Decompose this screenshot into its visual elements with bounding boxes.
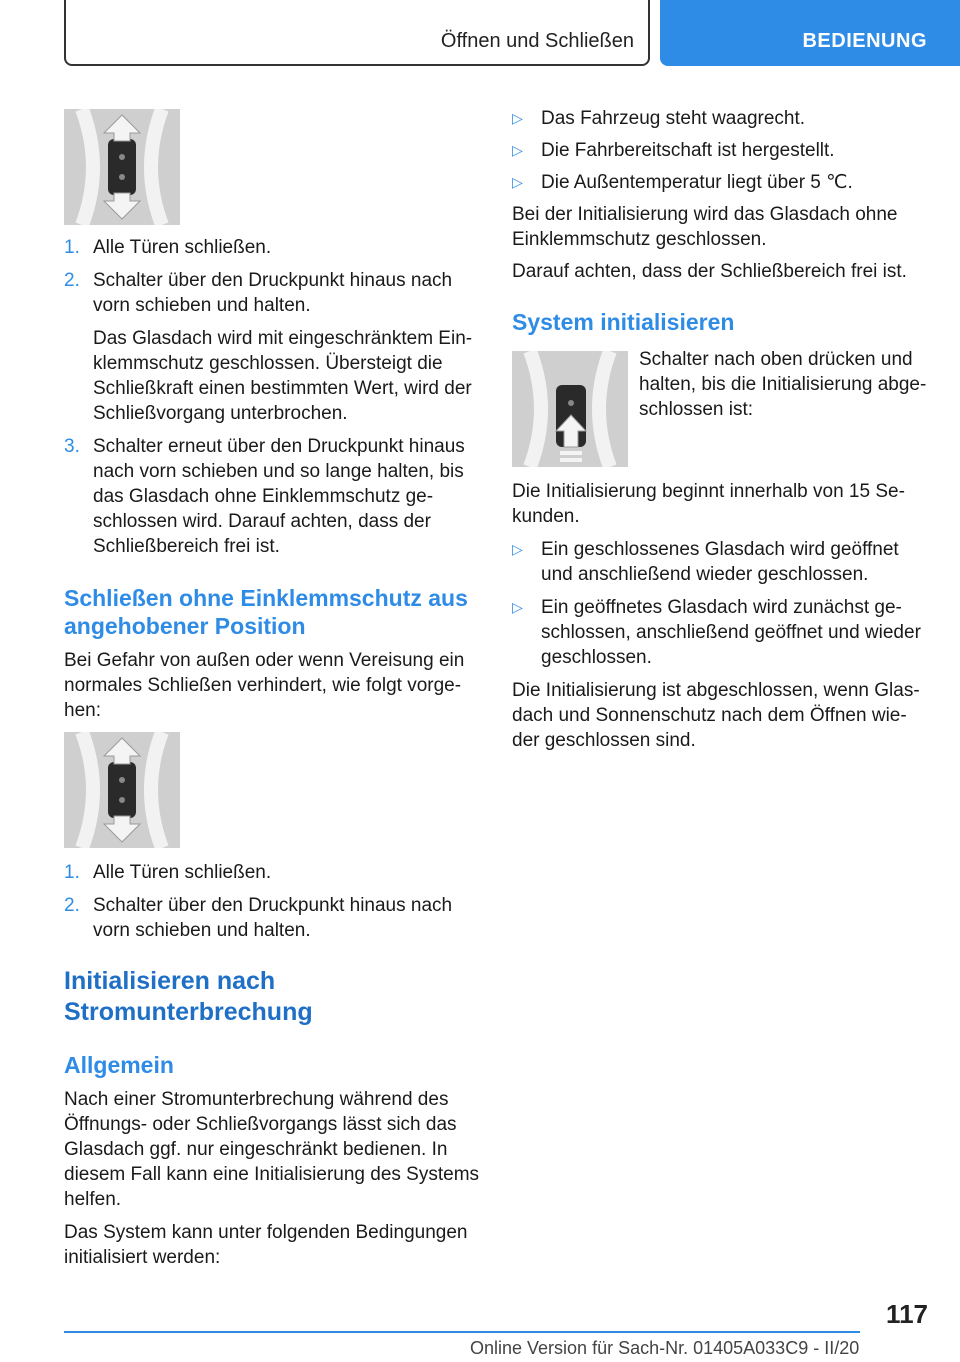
paragraph-line: Öffnungs- oder Schließvorgangs lässt sich das: [64, 1114, 457, 1135]
paragraph-line: dach und Sonnenschutz nach dem Öffnen wie-: [512, 705, 907, 726]
list-item-text: Schalter über den Druckpunkt hinaus nach: [93, 270, 453, 291]
paragraph-line: Glasdach ggf. nur eingeschränkt bedienen. In: [64, 1139, 448, 1160]
paragraph-line: Einklemmschutz geschlossen.: [512, 229, 767, 250]
list-number: 2.: [64, 895, 80, 916]
paragraph-line: diesem Fall kann eine Initialisierung des Systems: [64, 1164, 480, 1185]
image-caption-line: schlossen ist:: [639, 399, 754, 420]
bullet-triangle-icon: ▷: [512, 110, 523, 126]
paragraph-line: normales Schließen verhindert, wie folgt vorge-: [64, 675, 462, 696]
roof-switch-image-2: [64, 732, 180, 848]
paragraph-line: kunden.: [512, 506, 580, 527]
list-item-text: vorn schieben und halten.: [93, 920, 311, 941]
list-item-text: nach vorn schieben und so lange halten, bis: [93, 461, 464, 482]
paragraph-line: Nach einer Stromunterbrechung während des: [64, 1089, 449, 1110]
bullet-text: Ein geschlossenes Glasdach wird geöffnet: [541, 539, 899, 560]
chapter-heading: Initialisieren nach: [64, 967, 276, 995]
bullet-text: Das Fahrzeug steht waagrecht.: [541, 108, 806, 129]
image-caption-line: halten, bis die Initialisierung abge-: [639, 374, 927, 395]
list-item-text: Alle Türen schließen.: [93, 237, 272, 258]
list-item-text: Alle Türen schließen.: [93, 862, 272, 883]
paragraph-line: Bei der Initialisierung wird das Glasdach ohne: [512, 204, 898, 225]
bullet-text: geschlossen.: [541, 647, 652, 668]
roof-switch-image-3: [512, 351, 628, 467]
sub-paragraph-line: Schließkraft einen bestimmten Wert, wird der: [93, 378, 472, 399]
paragraph-line: helfen.: [64, 1189, 122, 1210]
list-number: 1.: [64, 862, 80, 883]
page-number: 117: [886, 1299, 928, 1329]
paragraph-line: Die Initialisierung ist abgeschlossen, wenn Glas-: [512, 680, 920, 701]
header-frame: [64, 0, 650, 66]
list-number: 2.: [64, 270, 80, 291]
list-item-text: Schalter erneut über den Druckpunkt hinaus: [93, 436, 465, 457]
footer-rule: [64, 1331, 860, 1333]
bullet-text: Die Fahrbereitschaft ist hergestellt.: [541, 140, 835, 161]
header-section-label: BEDIENUNG: [802, 30, 927, 52]
header-section-tab: [660, 0, 960, 66]
sub-paragraph-line: klemmschutz geschlossen. Übersteigt die: [93, 353, 443, 374]
list-item-text: das Glasdach ohne Einklemmschutz ge-: [93, 486, 434, 507]
paragraph-line: Bei Gefahr von außen oder wenn Vereisung ein: [64, 650, 465, 671]
bullet-text: und anschließend wieder geschlossen.: [541, 564, 869, 585]
list-item-text: vorn schieben und halten.: [93, 295, 311, 316]
bullet-triangle-icon: ▷: [512, 599, 523, 615]
list-number: 1.: [64, 237, 80, 258]
paragraph-line: der geschlossen sind.: [512, 730, 696, 751]
bullet-text: Ein geöffnetes Glasdach wird zunächst ge-: [541, 597, 902, 618]
paragraph-line: Darauf achten, dass der Schließbereich frei ist.: [512, 261, 907, 282]
footer-version-text: Online Version für Sach-Nr. 01405A033C9 - II/20: [470, 1338, 860, 1358]
roof-switch-image-1: [64, 109, 180, 225]
list-item-text: Schließbereich frei ist.: [93, 536, 280, 557]
paragraph-line: Die Initialisierung beginnt innerhalb von 15 Se-: [512, 481, 905, 502]
sub-paragraph-line: Schließvorgang unterbrochen.: [93, 403, 348, 424]
list-item-text: Schalter über den Druckpunkt hinaus nach: [93, 895, 453, 916]
header-title: Öffnen und Schließen: [440, 30, 634, 52]
sub-heading: Allgemein: [64, 1052, 174, 1078]
bullet-triangle-icon: ▷: [512, 541, 523, 557]
section-heading: Schließen ohne Einklemmschutz aus: [64, 585, 468, 611]
section-heading: angehobener Position: [64, 613, 306, 639]
bullet-triangle-icon: ▷: [512, 142, 523, 158]
sub-paragraph-line: Das Glasdach wird mit eingeschränktem Ein-: [93, 328, 473, 349]
bullet-triangle-icon: ▷: [512, 174, 523, 190]
section-heading: System initialisieren: [512, 309, 735, 335]
list-number: 3.: [64, 436, 80, 457]
chapter-heading: Stromunterbrechung: [64, 998, 313, 1026]
list-item-text: schlossen wird. Darauf achten, dass der: [93, 511, 431, 532]
bullet-text: Die Außentemperatur liegt über 5 ℃.: [541, 172, 853, 193]
image-caption-line: Schalter nach oben drücken und: [639, 349, 913, 370]
paragraph-line: initialisiert werden:: [64, 1247, 221, 1268]
paragraph-line: Das System kann unter folgenden Bedingungen: [64, 1222, 468, 1243]
bullet-text: schlossen, anschließend geöffnet und wieder: [541, 622, 921, 643]
paragraph-line: hen:: [64, 700, 101, 721]
